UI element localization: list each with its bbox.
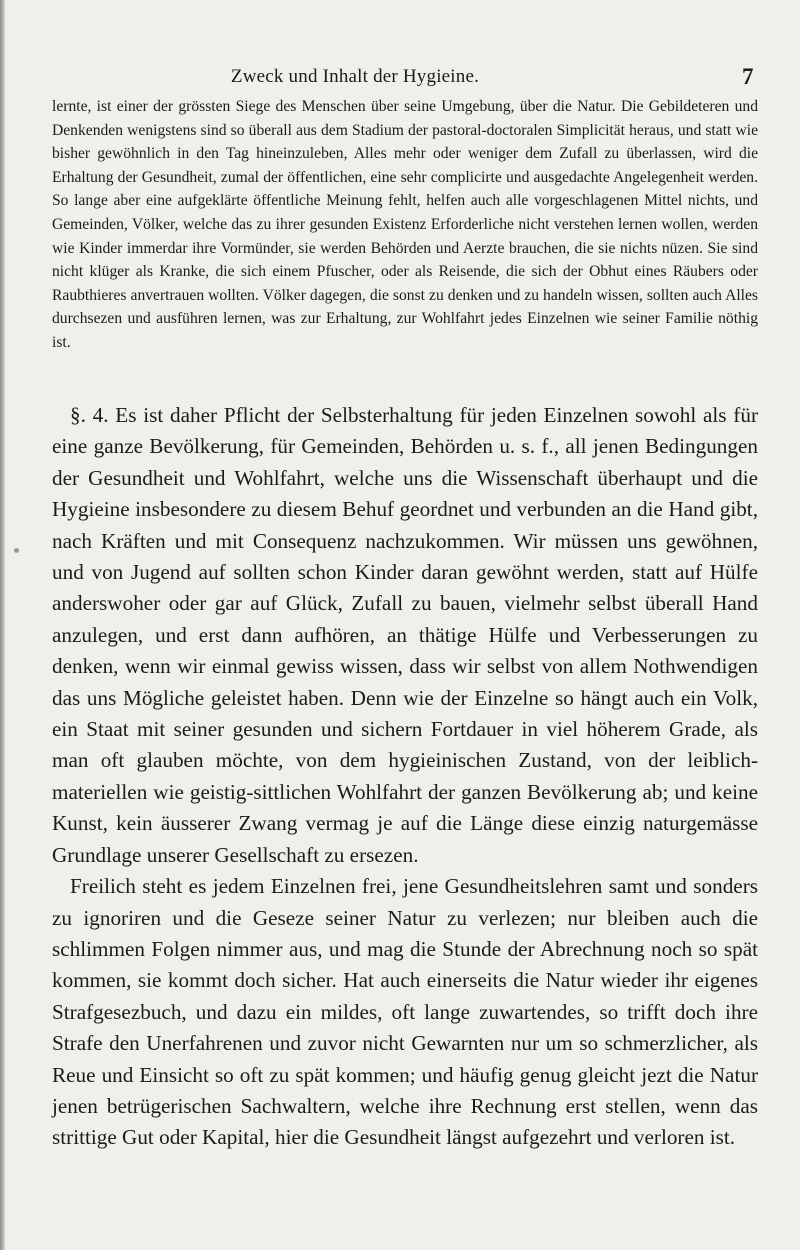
header-title: Zweck und Inhalt der Hygieine. — [230, 66, 480, 87]
small-print-block — [52, 95, 758, 355]
section-4-paragraph: §. 4. Es ist daher Pflicht der Selbsterhaltung für jeden Einzelnen sowohl als für eine ganze Bevölkerung, für Gemeinden, Behörden u. s. f., all jenen Bedingungen der Gesundheit und Wohlfahrt, welche uns die Wissenschaft überhaupt und die Hygieine insbesondere zu diesem Behuf geordnet und verbunden an die Hand gibt, nach Kräften und mit Consequenz nachzukommen. Wir müssen uns gewöhnen, und von Jugend auf sollten schon Kinder daran gewöhnt werden, statt auf Hülfe anderswoher oder gar auf Glück, Zufall zu bauen, vielmehr selbst überall Hand anzulegen, und erst dann aufhören, an thätige Hülfe und Verbesserungen zu denken, wenn wir einmal gewiss wissen, dass wir selbst von allem Nothwendigen das uns Mögliche geleistet haben. Denn wie der Einzelne so hängt auch ein Volk, ein Staat mit seiner gesunden und sichern Fortdauer in viel höherem Grade, als man oft glauben möchte, von dem hygieinischen Zustand, von der leiblich-materiellen wie geistig-sittlichen Wohlfahrt der ganzen Bevölkerung ab; und keine Kunst, kein äusserer Zwang vermag je auf die Länge diese einzig naturgemässe Grundlage unserer Gesellschaft zu ersezen. — [52, 403, 758, 867]
final-paragraph: Freilich steht es jedem Einzelnen frei, jene Gesundheitslehren samt und sonders zu ignoriren und die Geseze seiner Natur zu verlezen; nur bleiben auch die schlimmen Folgen nimmer aus, und mag die Stunde der Abrechnung noch so spät kommen, sie kommt doch sicher. Hat auch einerseits die Natur wieder ihr eigenes Strafgesezbuch, und dazu ein mildes, oft lange zuwartendes, so trifft doch ihre Strafe den Unerfahrenen und zuvor nicht Gewarnten nur um so schmerzlicher, als Reue und Einsicht so oft zu spät kommen; und häufig genug gleicht jezt die Natur jenen betrügerischen Sachwaltern, welche ihre Rechnung erst stellen, wenn das strittige Gut oder Kapital, hier die Gesundheit längst aufgezehrt und verloren ist. — [52, 874, 758, 1150]
page-number: 7 — [742, 64, 754, 89]
running-header — [0, 64, 800, 94]
main-text-block — [52, 400, 758, 1154]
continuation-paragraph: lernte, ist einer der grössten Siege des Menschen über seine Umgebung, über die Natur. Die Gebildeteren und Denkenden wenigstens sind so überall aus dem Stadium der pastoral-doctoralen Simplicität heraus, und statt wie bisher gewöhnlich in den Tag hineinzuleben, Alles mehr oder weniger dem Zufall zu überlassen, wird die Erhaltung der Gesundheit, zumal der öffentlichen, eine sehr complicirte und ausgedachte Angelegenheit werden. So lange aber eine aufgeklärte öffentliche Meinung fehlt, helfen auch alle vorgeschlagenen Mittel nichts, und Gemeinden, Völker, welche das zu ihrer gesunden Existenz Erforderliche nicht verstehen lernen wollen, werden wie Kinder immerdar ihre Vormünder, sie werden Behörden und Aerzte brauchen, die sie nichts nüzen. Sie sind nicht klüger als Kranke, die sich einem Pfuscher, oder als Reisende, die sich der Obhut eines Räubers oder Raubthieres anvertrauen wollten. Völker dagegen, die sonst zu denken und zu handeln wissen, sollten auch Alles durchsezen und ausführen lernen, was zur Erhaltung, zur Wohlfahrt jedes Einzelnen wie seiner Familie nöthig ist. — [52, 98, 758, 351]
margin-mark — [14, 548, 19, 553]
page-binding-edge — [0, 0, 5, 1250]
